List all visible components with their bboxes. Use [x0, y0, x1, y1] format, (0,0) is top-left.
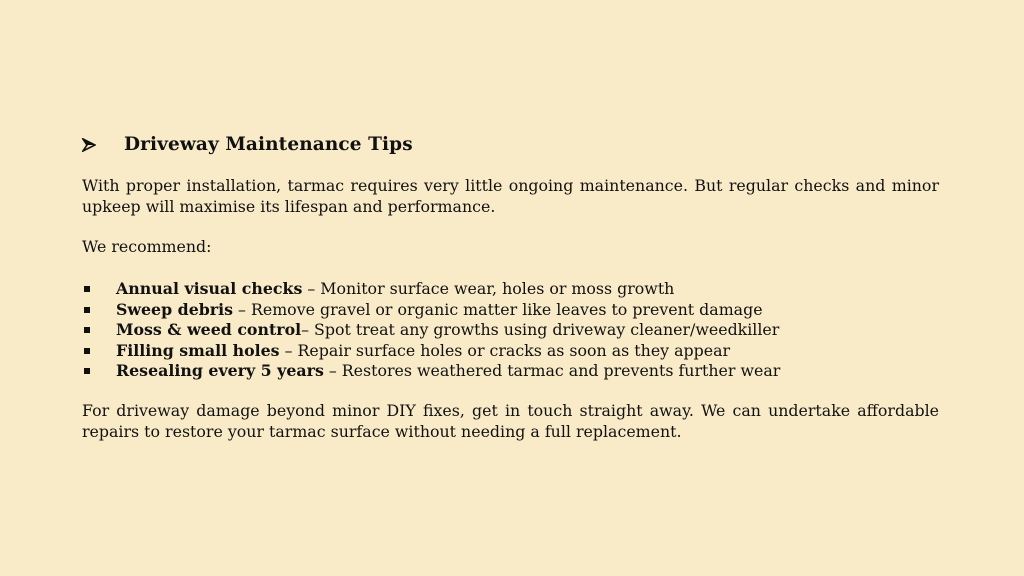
intro-paragraph: With proper installation, tarmac requires very little ongoing maintenance. But regular checks and minor upkeep will maximise its lifespan and performance. — [82, 176, 939, 216]
tips-list — [82, 279, 982, 382]
tip-text: – Remove gravel or organic matter like leaves to prevent damage — [233, 299, 763, 319]
heading-row — [82, 132, 413, 156]
square-bullet-icon — [84, 368, 90, 374]
tip-title: Sweep debris — [116, 299, 234, 319]
tip-text: – Repair surface holes or cracks as soon as they appear — [279, 340, 731, 360]
arrowhead-bullet-icon — [82, 137, 96, 151]
square-bullet-icon — [84, 327, 90, 333]
list-item — [82, 279, 982, 300]
tip-text: – Monitor surface wear, holes or moss growth — [302, 279, 675, 298]
tip-title: Moss & weed control — [116, 320, 302, 339]
list-item — [82, 341, 982, 362]
tip-title: Annual visual checks — [116, 279, 303, 298]
recommend-label: We recommend: — [82, 237, 212, 256]
section-heading: Driveway Maintenance Tips — [124, 133, 413, 155]
list-item — [82, 300, 982, 321]
tip-text: – Restores weathered tarmac and prevents further wear — [323, 361, 781, 380]
square-bullet-icon — [84, 307, 90, 313]
square-bullet-icon — [84, 286, 90, 292]
tip-title: Resealing every 5 years — [116, 361, 324, 380]
square-bullet-icon — [84, 348, 90, 354]
tip-text: – Spot treat any growths using driveway cleaner/weedkiller — [301, 320, 780, 339]
list-item — [82, 320, 982, 341]
list-item — [82, 361, 982, 382]
tip-title: Filling small holes — [116, 340, 280, 360]
closing-paragraph: For driveway damage beyond minor DIY fixes, get in touch straight away. We can undertake affordable repairs to restore your tarmac surface without needing a full replacement. — [82, 401, 939, 441]
